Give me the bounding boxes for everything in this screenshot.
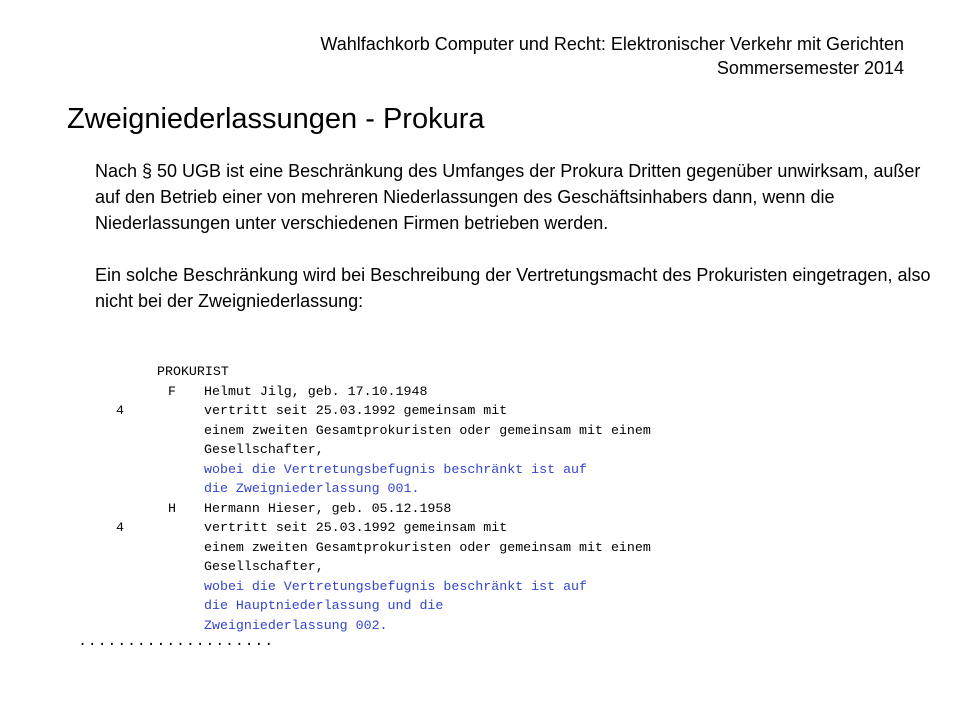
register-entry-name-row: [0, 382, 960, 402]
course-title: Wahlfachkorb Computer und Recht: Elektronischer Verkehr mit Gerichten: [320, 34, 904, 54]
entry-text-line: einem zweiten Gesamtprokuristen oder gemeinsam mit einem: [204, 422, 651, 438]
entry-text-line: einem zweiten Gesamtprokuristen oder gemeinsam mit einem: [204, 539, 651, 555]
register-entry-line: [0, 421, 960, 441]
entry-text-line: vertritt seit 25.03.1992 gemeinsam mit: [204, 403, 508, 418]
entry-letter: H: [168, 500, 176, 516]
entry-letter: F: [168, 383, 176, 399]
register-extract: [0, 362, 960, 635]
register-entry-name-row: [0, 499, 960, 519]
register-entry-line: [0, 440, 960, 460]
semester-label: Sommersemester 2014: [716, 58, 904, 78]
entry-restriction-line: die Zweigniederlassung 001.: [204, 481, 420, 496]
register-entry-line: [0, 518, 960, 538]
slide-title: Zweigniederlassungen - Prokura: [67, 103, 485, 135]
register-heading: PROKURIST: [157, 364, 229, 379]
entry-restriction-line: die Hauptniederlassung und die: [204, 598, 444, 613]
register-entry-line: [0, 538, 960, 558]
entry-restriction-line: Zweigniederlassung 002.: [204, 617, 388, 633]
entry-number: 4: [116, 403, 124, 418]
entry-name: Helmut Jilg, geb. 17.10.1948: [204, 383, 428, 399]
entry-name: Hermann Hieser, geb. 05.12.1958: [204, 500, 452, 516]
entry-restriction-line: wobei die Vertretungsbefugnis beschränkt ist auf: [204, 461, 588, 477]
entry-number: 4: [116, 520, 124, 535]
register-heading-row: [0, 362, 960, 382]
register-entry-line: [0, 401, 960, 421]
entry-text-line: Gesellschafter,: [204, 559, 324, 574]
ellipsis-dots: ....................: [78, 633, 275, 650]
slide-header: [320, 32, 904, 80]
paragraph-2: Ein solche Beschränkung wird bei Beschreibung der Vertretungsmacht des Prokuristen eingetragen, also nicht bei der Zweigniederlassung:: [95, 265, 931, 311]
register-entry-line: [0, 479, 960, 499]
register-entry-line: [0, 460, 960, 480]
register-entry-line: [0, 577, 960, 597]
entry-text-line: vertritt seit 25.03.1992 gemeinsam mit: [204, 520, 508, 535]
register-entry-line: [0, 557, 960, 577]
entry-text-line: Gesellschafter,: [204, 442, 324, 457]
paragraph-1: Nach § 50 UGB ist eine Beschränkung des Umfanges der Prokura Dritten gegenüber unwirksam, außer auf den Betrieb einer von mehreren Niederlassungen des Geschäftsinhabers dann, wenn die Niederlassungen unter verschiedenen Firmen betrieben werden.: [95, 161, 921, 233]
register-entry-line: [0, 596, 960, 616]
entry-restriction-line: wobei die Vertretungsbefugnis beschränkt ist auf: [204, 578, 588, 594]
